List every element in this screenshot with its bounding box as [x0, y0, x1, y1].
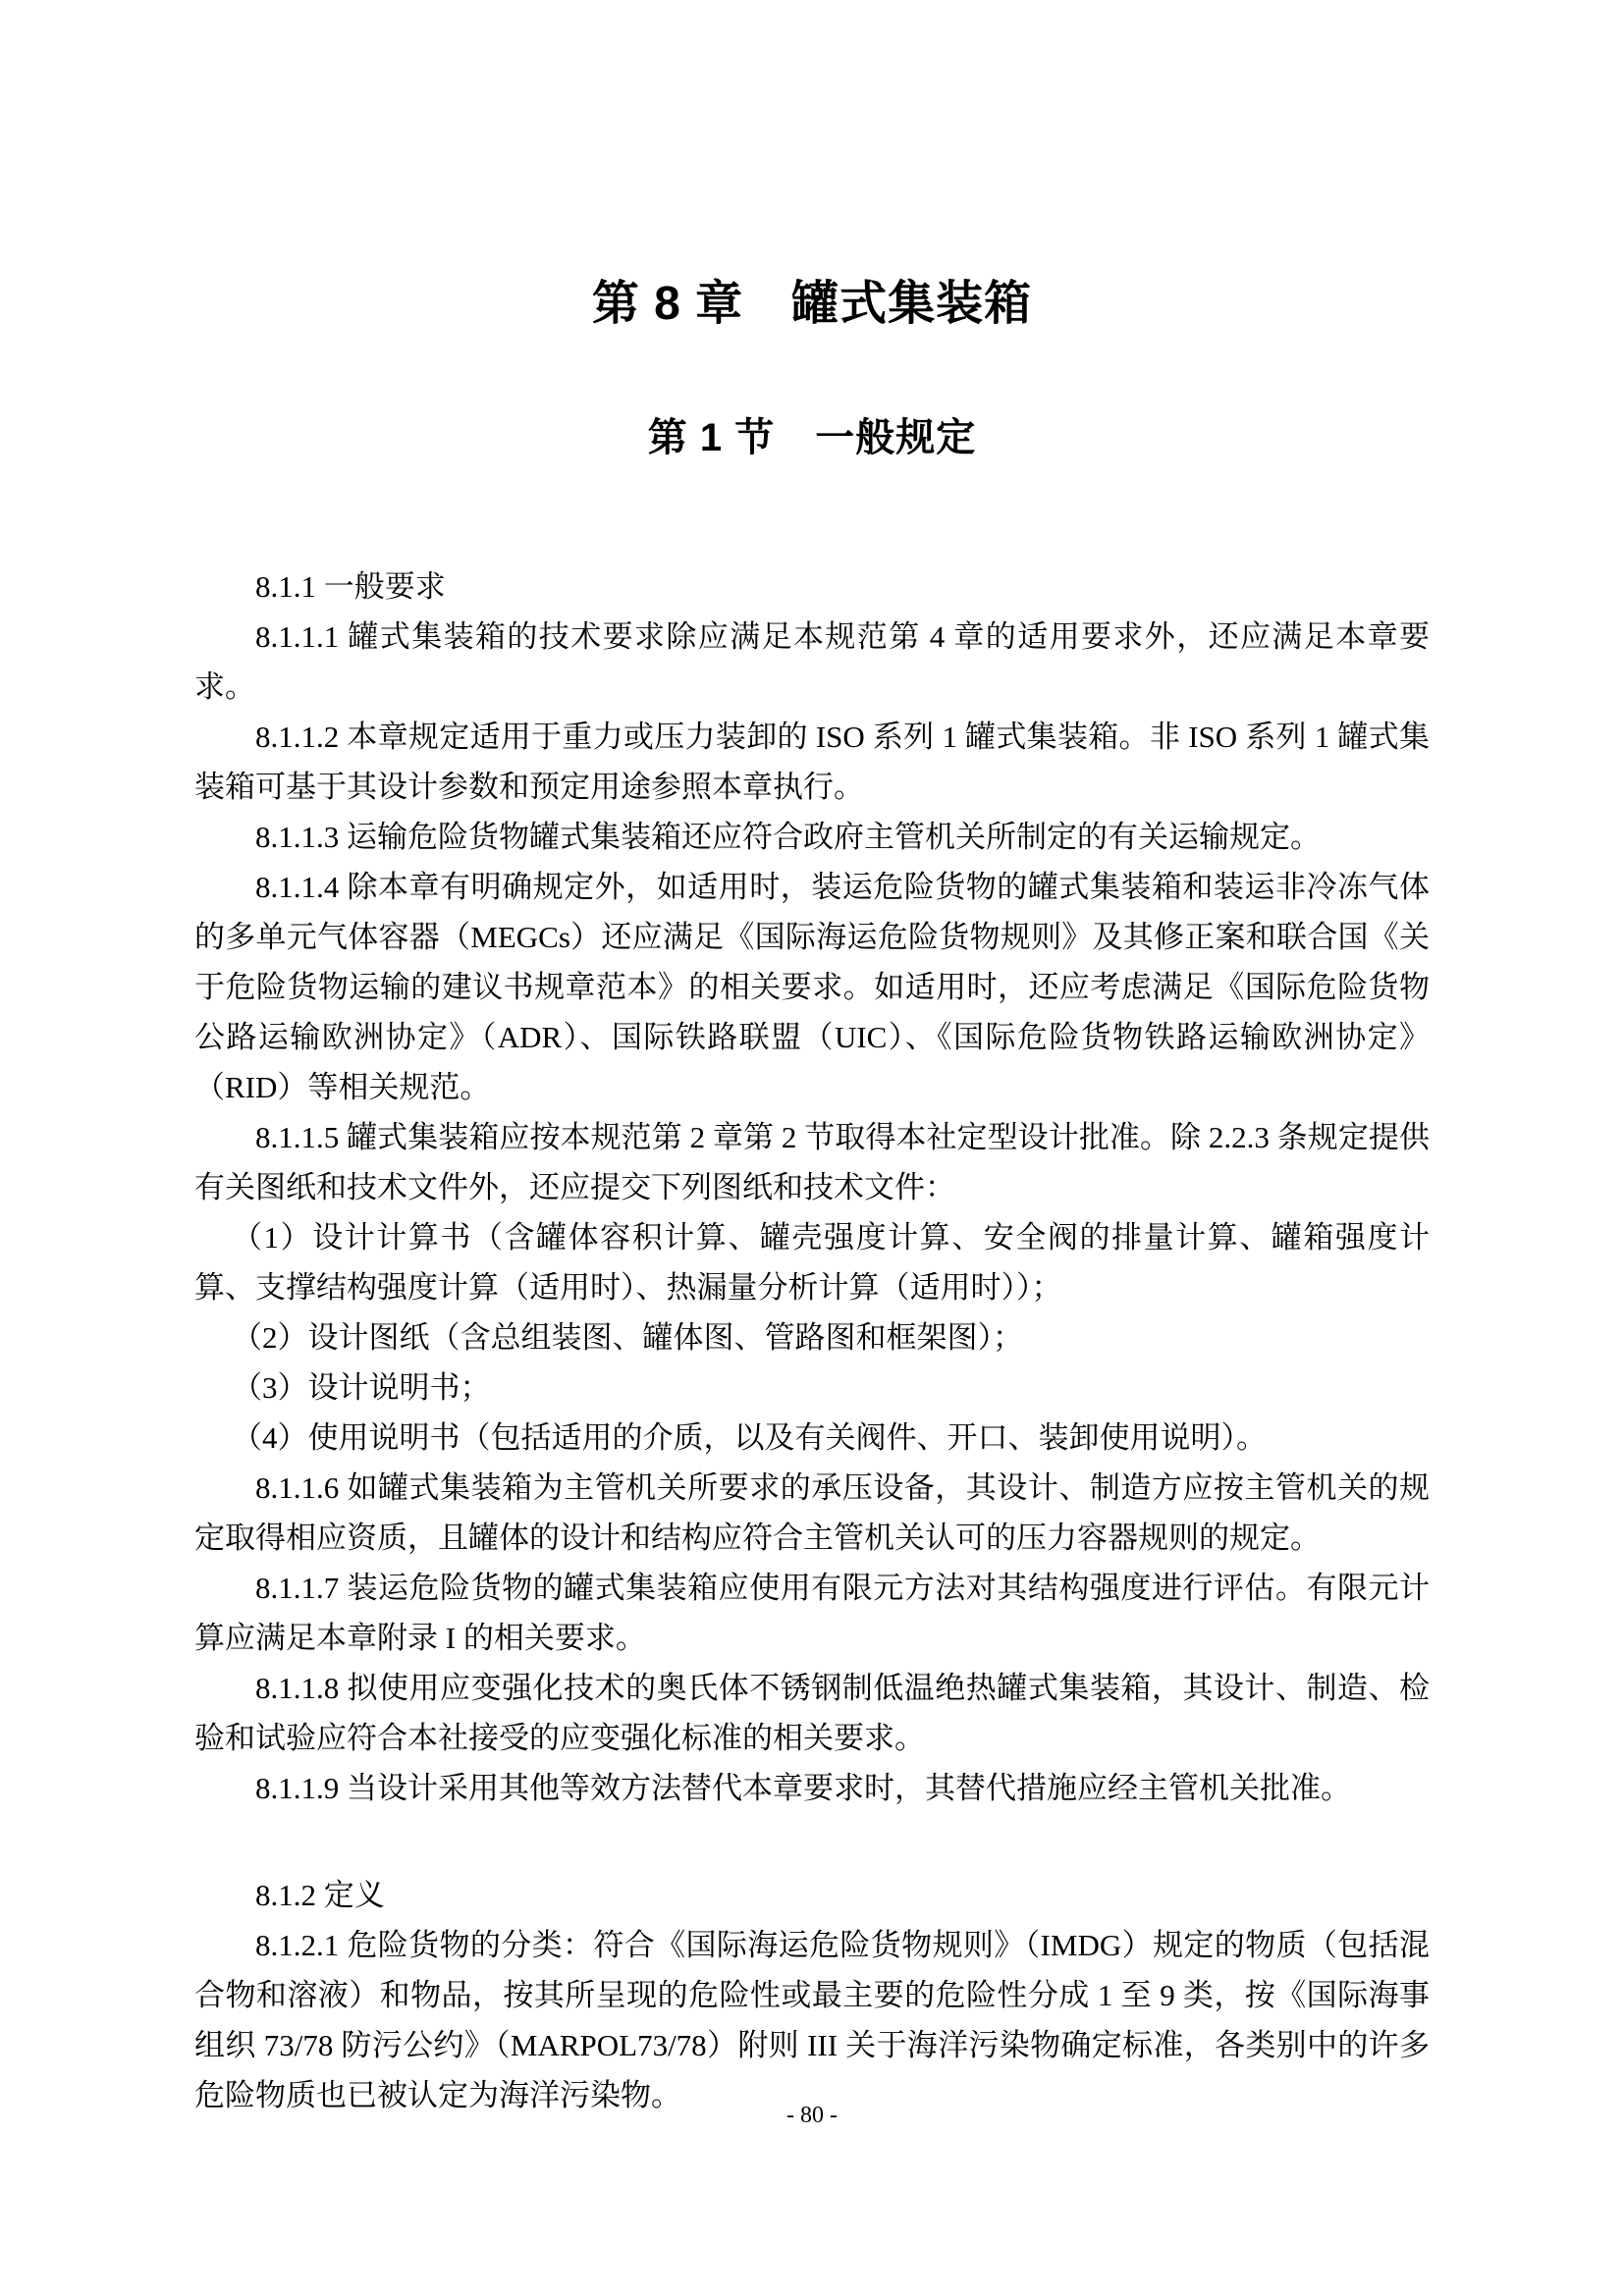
page-number: - 80 -	[786, 2103, 838, 2128]
clause-8-1-1-2: 8.1.1.2 本章规定适用于重力或压力装卸的 ISO 系列 1 罐式集装箱。非 ISO 系列 1 罐式集装箱可基于其设计参数和预定用途参照本章执行。	[194, 720, 1430, 804]
section-title: 第 1 节 一般规定	[647, 416, 977, 459]
list-item-2: （2）设计图纸（含总组装图、罐体图、管路图和框架图）；	[232, 1320, 1023, 1355]
chapter-title: 第 8 章 罐式集装箱	[591, 278, 1033, 330]
clause-8-1-1-5: 8.1.1.5 罐式集装箱应按本规范第 2 章第 2 节取得本社定型设计批准。除 2.2.3 条规定提供有关图纸和技术文件外，还应提交下列图纸和技术文件：	[194, 1120, 1430, 1204]
list-item-4: （4）使用说明书（包括适用的介质，以及有关阀件、开口、装卸使用说明）。	[232, 1420, 1267, 1455]
clause-8-1-1-4: 8.1.1.4 除本章有明确规定外，如适用时，装运危险货物的罐式集装箱和装运非冷冻气体的多单元气体容器（MEGCs）还应满足《国际海运危险货物规则》及其修正案和联合国《关于危险货物运输的建议书规章范本》的相关要求。如适用时，还应考虑满足《国际危险货物公路运输欧洲协定》（ADR）、国际铁路联盟（UIC）、《国际危险货物铁路运输欧洲协定》（RID）等相关规范。	[194, 870, 1430, 1104]
clause-heading-8-1-1: 8.1.1 一般要求	[255, 569, 446, 604]
clause-8-1-1-3: 8.1.1.3 运输危险货物罐式集装箱还应符合政府主管机关所制定的有关运输规定。	[255, 820, 1321, 854]
clause-8-1-2-1: 8.1.2.1 危险货物的分类：符合《国际海运危险货物规则》（IMDG）规定的物质（包括混合物和溶液）和物品，按其所呈现的危险性或最主要的危险性分成 1 至 9 类，按《国际海事组织 73/78 防污公约》（MARPOL73/78）附则 III 关于海洋污染物确定标准，各类别中的许多危险物质也已被认定为海洋污染物。	[194, 1928, 1430, 2112]
clause-8-1-1-9: 8.1.1.9 当设计采用其他等效方法替代本章要求时，其替代措施应经主管机关批准。	[255, 1771, 1351, 1805]
clause-8-1-1-8: 8.1.1.8 拟使用应变强化技术的奥氏体不锈钢制低温绝热罐式集装箱，其设计、制造、检验和试验应符合本社接受的应变强化标准的相关要求。	[194, 1671, 1430, 1755]
clause-8-1-1-7: 8.1.1.7 装运危险货物的罐式集装箱应使用有限元方法对其结构强度进行评估。有限元计算应满足本章附录 I 的相关要求。	[194, 1571, 1430, 1655]
list-item-3: （3）设计说明书；	[232, 1370, 491, 1405]
clause-8-1-1-6: 8.1.1.6 如罐式集装箱为主管机关所要求的承压设备，其设计、制造方应按主管机关的规定取得相应资质，且罐体的设计和结构应符合主管机关认可的压力容器规则的规定。	[194, 1470, 1430, 1555]
clause-8-1-1-1: 8.1.1.1 罐式集装箱的技术要求除应满足本规范第 4 章的适用要求外，还应满足本章要求。	[194, 619, 1430, 704]
clause-heading-8-1-2: 8.1.2 定义	[255, 1878, 385, 1912]
document-body	[194, 561, 1430, 2120]
list-item-1: （1）设计计算书（含罐体容积计算、罐壳强度计算、安全阀的排量计算、罐箱强度计算、支撑结构强度计算（适用时）、热漏量分析计算（适用时））；	[194, 1220, 1430, 1305]
